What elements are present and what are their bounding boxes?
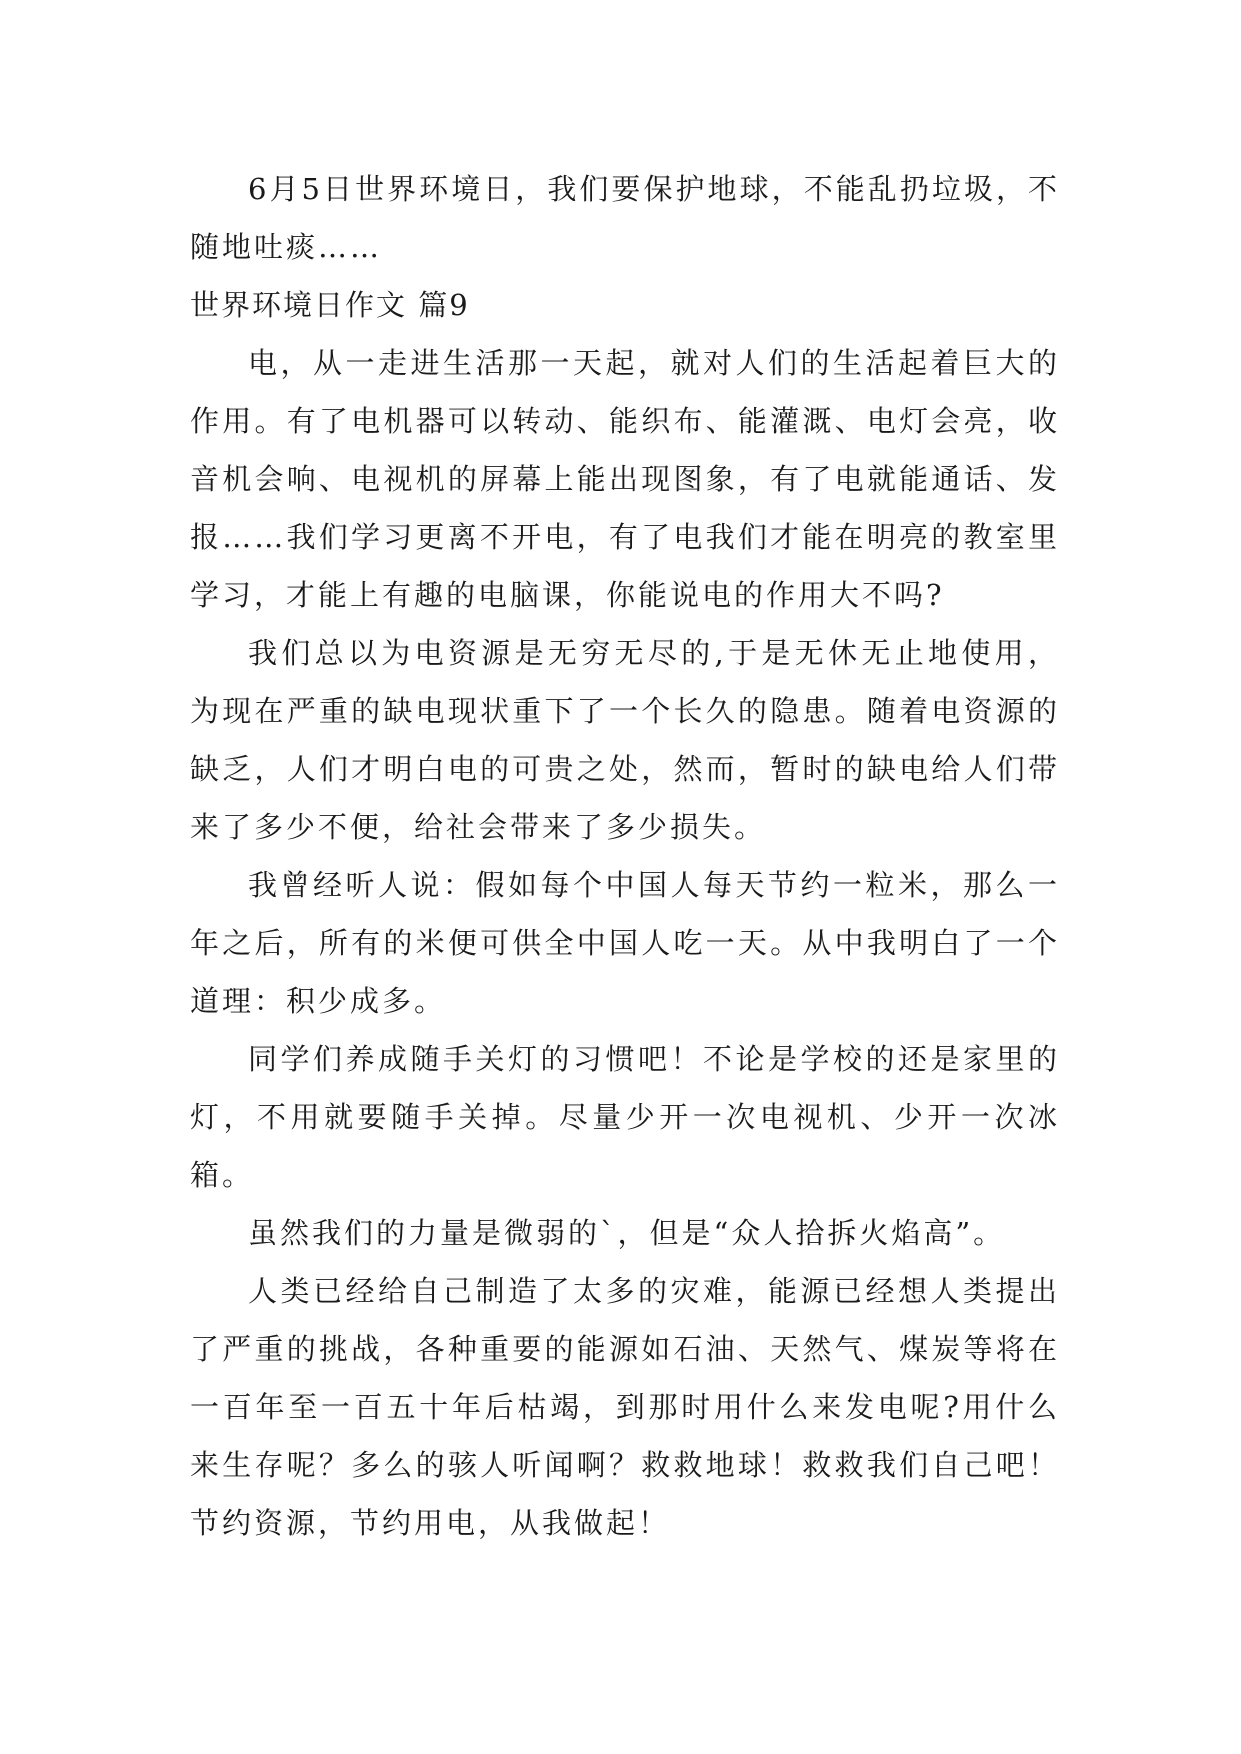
document-body xyxy=(190,160,1060,1552)
intro-paragraph: 6月5日世界环境日，我们要保护地球，不能乱扔垃圾，不随地吐痰…… xyxy=(190,172,1060,264)
section-title: 世界环境日作文 篇9 xyxy=(190,288,470,322)
paragraph-4: 同学们养成随手关灯的习惯吧！不论是学校的还是家里的灯，不用就要随手关掉。尽量少开一次电视机、少开一次冰箱。 xyxy=(190,1042,1060,1192)
paragraph-2: 我们总以为电资源是无穷无尽的,于是无休无止地使用，为现在严重的缺电现状重下了一个长久的隐患。随着电资源的缺乏，人们才明白电的可贵之处，然而，暂时的缺电给人们带来了多少不便，给社会带来了多少损失。 xyxy=(190,636,1060,844)
paragraph-5: 虽然我们的力量是微弱的`，但是“众人拾拆火焰高”。 xyxy=(248,1216,1006,1250)
paragraph-3: 我曾经听人说：假如每个中国人每天节约一粒米，那么一年之后，所有的米便可供全中国人吃一天。从中我明白了一个道理：积少成多。 xyxy=(190,868,1060,1018)
paragraph-6: 人类已经给自己制造了太多的灾难，能源已经想人类提出了严重的挑战，各种重要的能源如石油、天然气、煤炭等将在一百年至一百五十年后枯竭，到那时用什么来发电呢?用什么来生存呢？多么的骇人听闻啊？救救地球！救救我们自己吧！节约资源，节约用电，从我做起！ xyxy=(190,1274,1060,1540)
paragraph-1: 电，从一走进生活那一天起，就对人们的生活起着巨大的作用。有了电机器可以转动、能织布、能灌溉、电灯会亮，收音机会响、电视机的屏幕上能出现图象，有了电就能通话、发报……我们学习更离不开电，有了电我们才能在明亮的教室里学习，才能上有趣的电脑课，你能说电的作用大不吗? xyxy=(190,346,1060,612)
